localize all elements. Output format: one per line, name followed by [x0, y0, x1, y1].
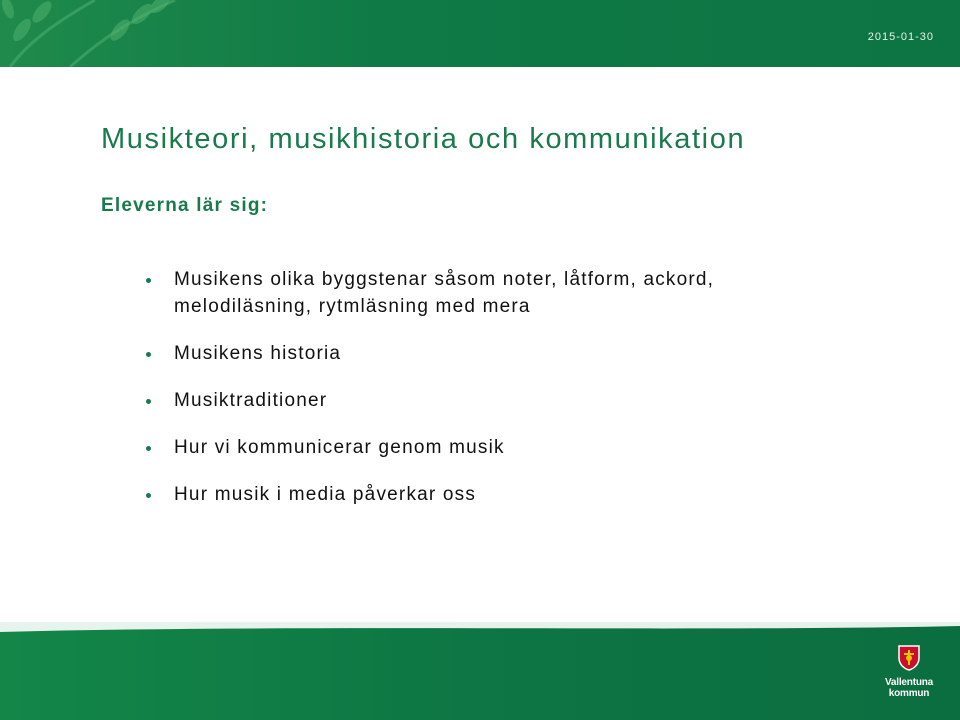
- logo-name-line2: kommun: [888, 688, 930, 699]
- header-band: [0, 0, 960, 67]
- slide-title: Musikteori, musikhistoria och kommunikation: [101, 123, 746, 155]
- bullet-item: [146, 434, 746, 461]
- bullet-icon: [146, 399, 151, 404]
- bullet-icon: [146, 278, 151, 283]
- bullet-text: Musikens historia: [174, 343, 342, 364]
- bullet-item: [146, 340, 746, 367]
- wave-decoration-icon: [0, 622, 960, 720]
- bullet-text: Hur vi kommunicerar genom musik: [174, 437, 505, 458]
- municipality-logo: [880, 645, 938, 699]
- bullet-text: Musiktraditioner: [174, 390, 328, 411]
- bullet-text: Musikens olika byggstenar såsom noter, låtform, ackord, melodiläsning, rytmläsning med mera: [174, 269, 715, 317]
- bullet-icon: [146, 493, 151, 498]
- bullet-icon: [146, 446, 151, 451]
- slide-date: 2015-01-30: [867, 31, 934, 43]
- logo-name-line1: Vallentuna: [884, 677, 933, 688]
- slide-subtitle: Eleverna lär sig:: [101, 195, 269, 216]
- bullet-list: [146, 266, 746, 528]
- bullet-item: [146, 481, 746, 508]
- bullet-text: Hur musik i media påverkar oss: [174, 484, 477, 505]
- footer-band: [0, 622, 960, 720]
- vallentuna-crest-icon: [898, 645, 920, 671]
- bullet-item: [146, 266, 746, 320]
- bullet-icon: [146, 352, 151, 357]
- bullet-item: [146, 387, 746, 414]
- wheat-leaves-icon: [0, 0, 200, 67]
